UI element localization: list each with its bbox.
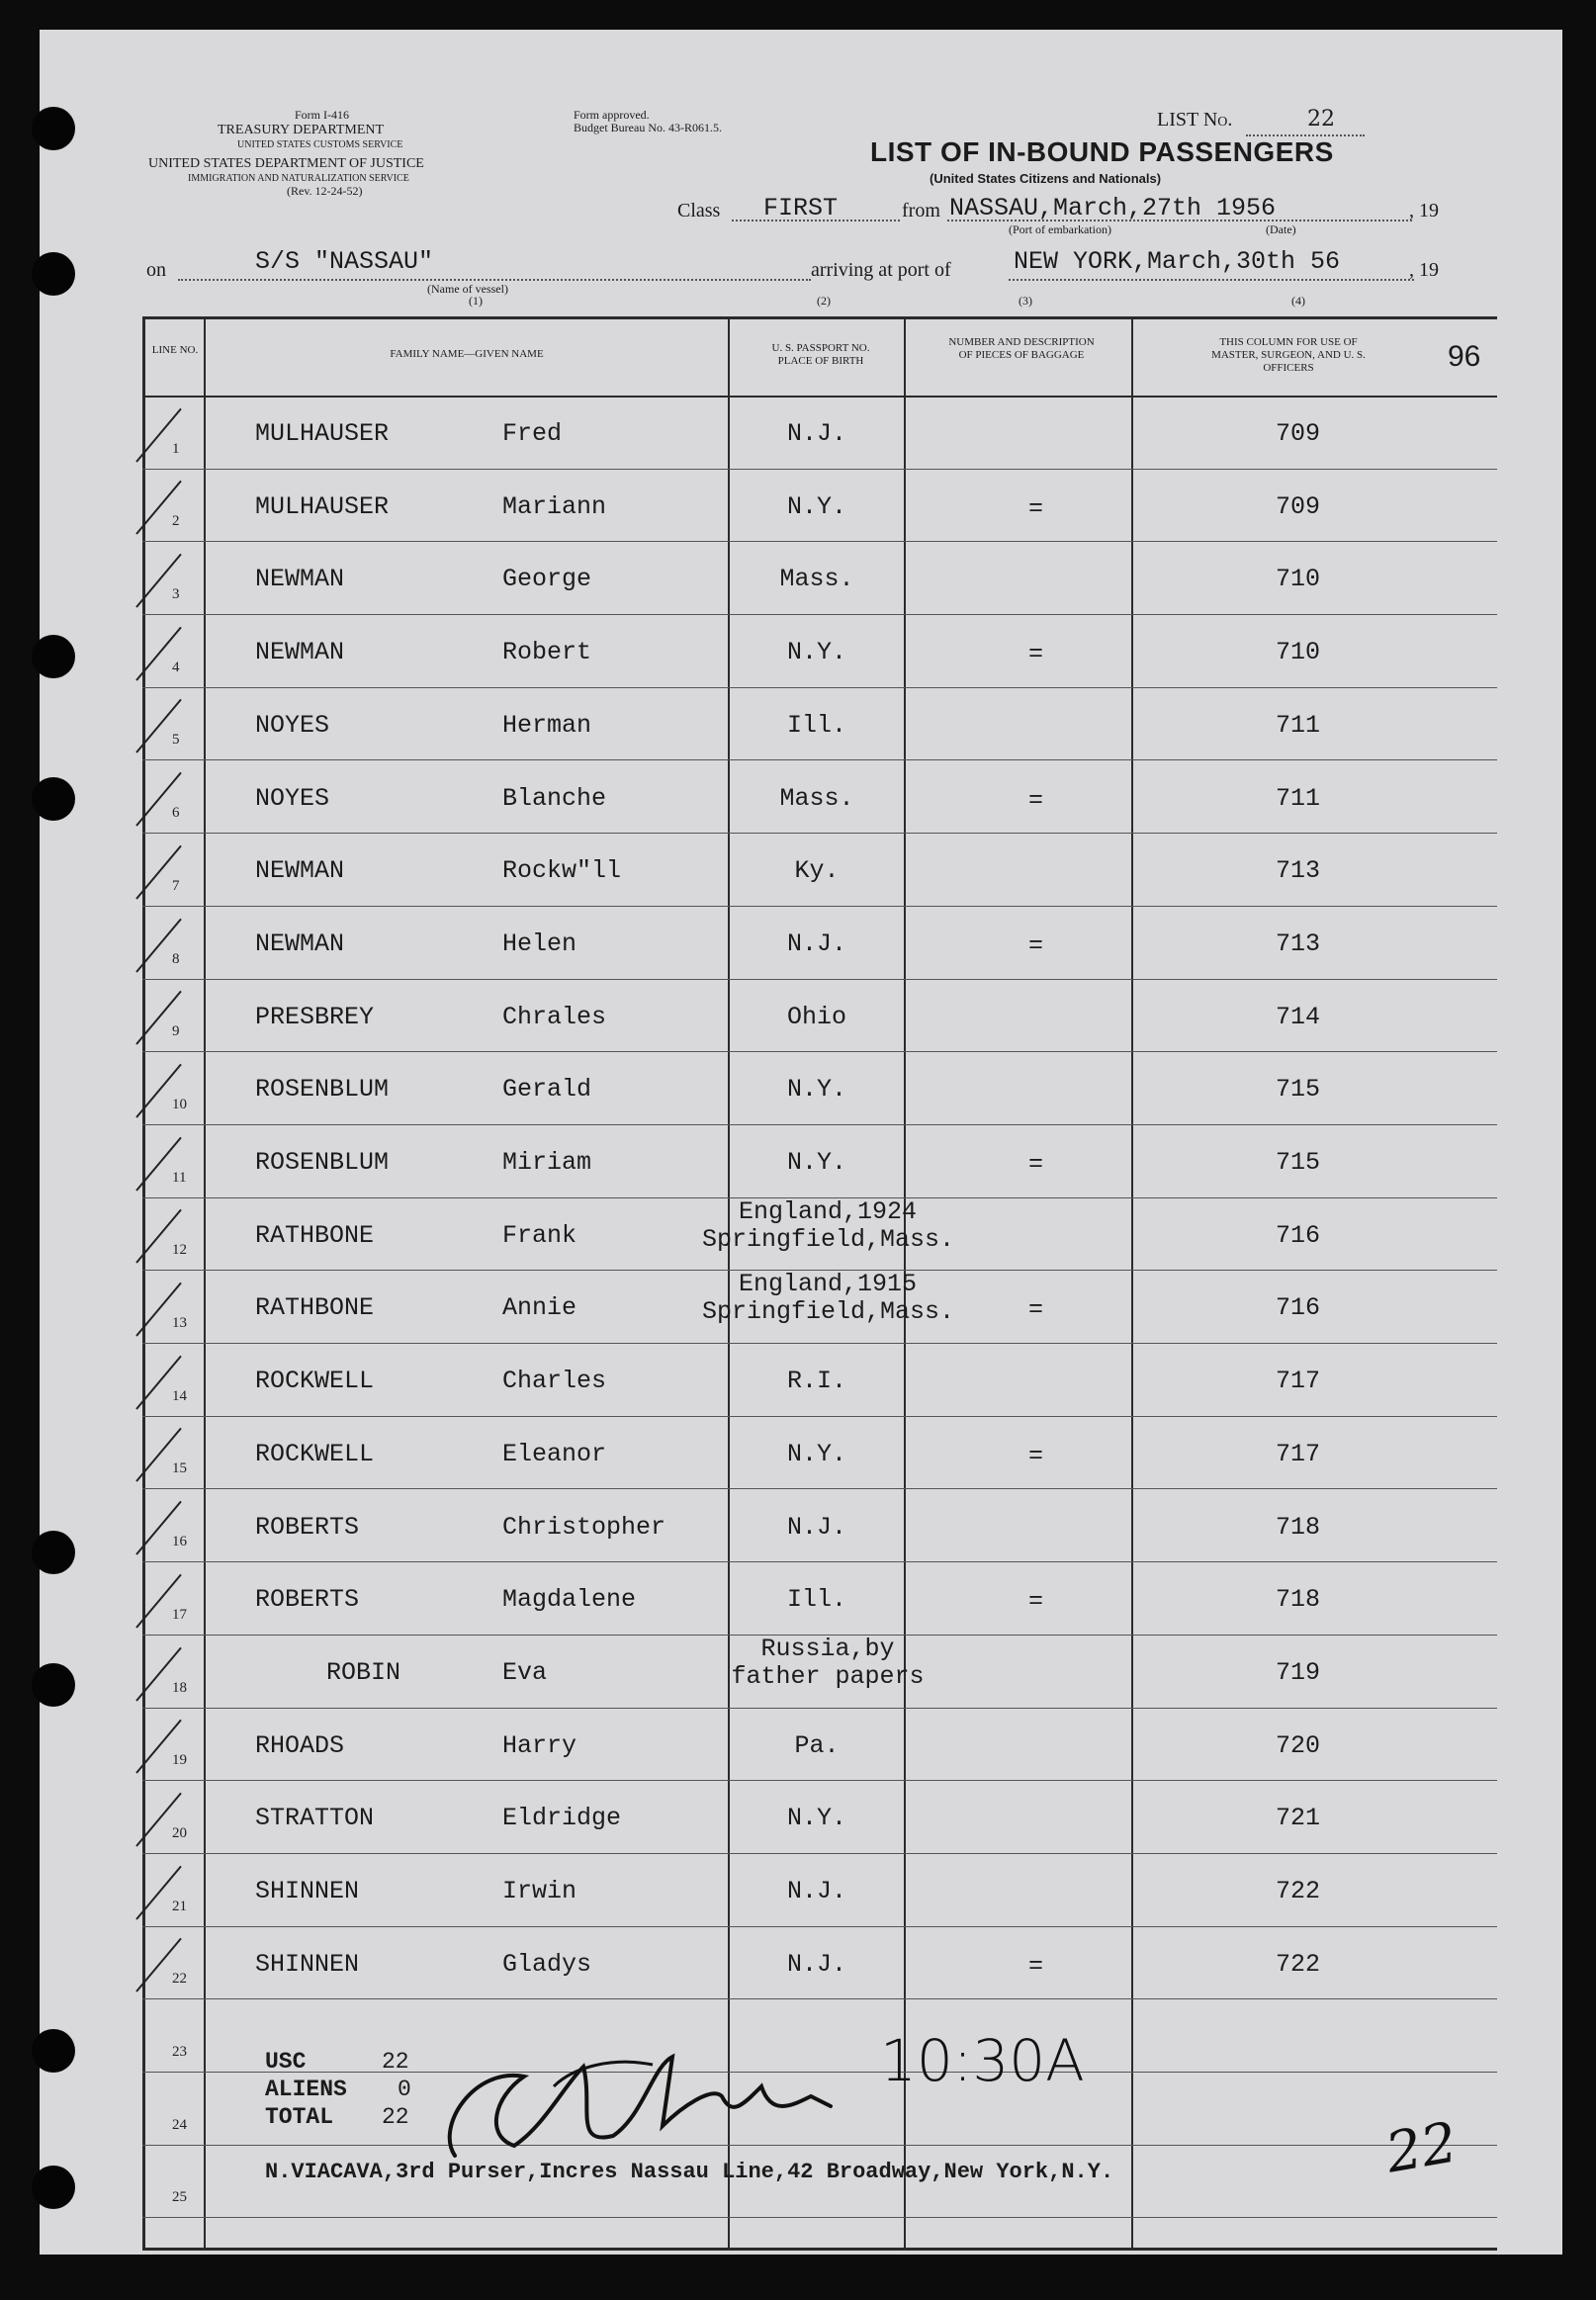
given-name: Rockw"ll xyxy=(502,856,622,886)
table-row xyxy=(40,1418,1562,1491)
line-number: 14 xyxy=(172,1387,187,1404)
table-row xyxy=(40,1782,1562,1855)
table-row xyxy=(40,762,1562,836)
birth-place: Ill. xyxy=(786,710,846,740)
baggage: = xyxy=(1028,1150,1044,1179)
row-divider xyxy=(142,1926,1497,1927)
line-number: 5 xyxy=(172,732,180,749)
officer-reference: 722 xyxy=(1276,1877,1321,1905)
line-number: 25 xyxy=(172,2189,187,2206)
justice-department: UNITED STATES DEPARTMENT OF JUSTICE xyxy=(148,156,424,171)
given-name: Herman xyxy=(502,710,592,740)
given-name: Irwin xyxy=(502,1877,577,1905)
document-title: LIST OF IN-BOUND PASSENGERS xyxy=(870,136,1334,167)
binder-hole xyxy=(32,252,75,296)
row-divider xyxy=(142,1416,1497,1417)
table-row xyxy=(40,835,1562,908)
birth-place: N.J. xyxy=(786,929,846,958)
col-header-name: FAMILY NAME—GIVEN NAME xyxy=(390,348,544,360)
table-row xyxy=(40,616,1562,689)
family-name: MULHAUSER xyxy=(255,419,390,448)
birth-place: N.Y. xyxy=(786,491,846,521)
given-name: George xyxy=(502,565,592,594)
line-number: 24 xyxy=(172,2116,187,2133)
line-number: 18 xyxy=(172,1679,187,1696)
year-suffix-arriving: , 19 xyxy=(1409,259,1439,281)
row-divider xyxy=(142,759,1497,760)
row-divider xyxy=(142,1561,1497,1562)
birth-place: Mass. xyxy=(779,565,854,594)
total-label: TOTAL xyxy=(265,2104,334,2130)
officers-col-number: (4) xyxy=(1291,294,1305,308)
table-row xyxy=(40,1196,1562,1273)
baggage: = xyxy=(1028,1951,1044,1981)
line-number: 6 xyxy=(172,805,180,822)
family-name: NEWMAN xyxy=(255,638,345,667)
birth-place: N.Y. xyxy=(786,1804,846,1833)
baggage: = xyxy=(1028,1587,1044,1617)
row-divider xyxy=(142,1780,1497,1781)
birth-place: Ohio xyxy=(786,1002,846,1031)
officer-reference: 713 xyxy=(1276,856,1321,886)
officer-reference: 715 xyxy=(1276,1148,1321,1177)
arriving-line xyxy=(1009,279,1414,281)
officer-reference: 710 xyxy=(1276,638,1321,667)
table-row xyxy=(40,1928,1562,2001)
line-number: 4 xyxy=(172,659,180,675)
line-number: 20 xyxy=(172,1824,187,1841)
handwritten-corner-number: 22 xyxy=(1380,2110,1463,2186)
row-divider xyxy=(142,1124,1497,1125)
officer-reference: 711 xyxy=(1276,710,1321,740)
year-suffix-from: , 19 xyxy=(1409,200,1439,221)
table-row xyxy=(40,908,1562,981)
given-name: Harry xyxy=(502,1730,577,1760)
table-row xyxy=(40,1053,1562,1126)
row-divider xyxy=(142,1853,1497,1854)
from-value: NASSAU,March,27th 1956 xyxy=(949,194,1277,222)
family-name: RATHBONE xyxy=(255,1220,375,1250)
col-header-line-no: LINE NO. xyxy=(151,344,199,356)
table-top-rule xyxy=(142,316,1497,319)
baggage: = xyxy=(1028,785,1044,815)
birth-place: N.J. xyxy=(786,1877,846,1905)
birth-place-secondary: Springfield,Mass. xyxy=(702,1224,955,1254)
given-name: Blanche xyxy=(502,783,607,813)
family-name: NOYES xyxy=(255,783,330,813)
handwritten-time: 10:30A xyxy=(880,2027,1085,2094)
line-number: 12 xyxy=(172,1242,187,1259)
row-divider xyxy=(142,541,1497,542)
arriving-label: arriving at port of xyxy=(811,259,951,281)
revision-date: (Rev. 12-24-52) xyxy=(287,184,363,198)
birth-place: Ill. xyxy=(786,1585,846,1615)
given-name: Gerald xyxy=(502,1075,592,1105)
page-number: 96 xyxy=(1448,340,1481,373)
inspector-signature xyxy=(415,2027,880,2175)
line-number: 17 xyxy=(172,1606,187,1623)
form-approved: Form approved. xyxy=(574,108,650,122)
given-name: Mariann xyxy=(502,491,607,521)
col-header-passport: U. S. PASSPORT NO. PLACE OF BIRTH xyxy=(771,342,870,367)
line-number: 3 xyxy=(172,586,180,603)
given-name: Chrales xyxy=(502,1002,607,1031)
row-divider xyxy=(142,1343,1497,1344)
officer-reference: 717 xyxy=(1276,1367,1321,1396)
family-name: NOYES xyxy=(255,710,330,740)
family-name: ROBERTS xyxy=(255,1585,360,1615)
officer-reference: 720 xyxy=(1276,1730,1321,1760)
given-name: Eleanor xyxy=(502,1439,607,1468)
birth-place: Pa. xyxy=(794,1730,840,1760)
birth-place: N.J. xyxy=(786,419,846,448)
aliens-value: 0 xyxy=(398,2077,411,2102)
treasury-department: TREASURY DEPARTMENT xyxy=(218,123,385,137)
officer-reference: 714 xyxy=(1276,1002,1321,1031)
row-divider xyxy=(142,1998,1497,1999)
table-row xyxy=(40,1345,1562,1418)
customs-service: UNITED STATES CUSTOMS SERVICE xyxy=(237,139,403,150)
birth-place: N.J. xyxy=(786,1512,846,1542)
baggage: = xyxy=(1028,1295,1044,1325)
usc-label: USC xyxy=(265,2049,307,2075)
line-number: 7 xyxy=(172,877,180,894)
on-label: on xyxy=(146,259,166,281)
given-name: Miriam xyxy=(502,1148,592,1177)
baggage: = xyxy=(1028,1441,1044,1470)
table-row xyxy=(40,543,1562,616)
line-number: 2 xyxy=(172,513,180,530)
birth-place: Mass. xyxy=(779,783,854,813)
officer-reference: 719 xyxy=(1276,1657,1321,1687)
baggage-col-number: (3) xyxy=(1019,294,1032,308)
baggage: = xyxy=(1028,640,1044,669)
officer-reference: 716 xyxy=(1276,1293,1321,1323)
birth-place: Russia,by xyxy=(760,1634,895,1663)
given-name: Magdalene xyxy=(502,1585,637,1615)
table-row xyxy=(40,1855,1562,1928)
line-number: 1 xyxy=(172,440,180,457)
birth-place: N.Y. xyxy=(786,1439,846,1468)
line-number: 11 xyxy=(172,1169,187,1186)
list-no-label: LIST No. xyxy=(1157,109,1233,131)
given-name: Robert xyxy=(502,638,592,667)
table-row xyxy=(40,1491,1562,1564)
passport-col-number: (2) xyxy=(817,294,831,308)
family-name: PRESBREY xyxy=(255,1002,375,1031)
usc-value: 22 xyxy=(382,2049,409,2075)
form-number: Form I-416 xyxy=(295,108,349,122)
immigration-service: IMMIGRATION AND NATURALIZATION SERVICE xyxy=(188,173,409,184)
table-row xyxy=(40,1126,1562,1199)
given-name: Charles xyxy=(502,1367,607,1396)
line-number: 19 xyxy=(172,1752,187,1769)
vessel-col-number: (1) xyxy=(469,294,483,308)
family-name: ROBERTS xyxy=(255,1512,360,1542)
row-divider xyxy=(142,2217,1497,2218)
purser-line: N.VIACAVA,3rd Purser,Incres Nassau Line,42 Broadway,New York,N.Y. xyxy=(265,2160,1114,2184)
form-sheet xyxy=(40,30,1562,2255)
family-name: NEWMAN xyxy=(255,856,345,886)
family-name: ROCKWELL xyxy=(255,1367,375,1396)
family-name: SHINNEN xyxy=(255,1949,360,1979)
birth-place-secondary: father papers xyxy=(731,1661,925,1691)
officer-reference: 715 xyxy=(1276,1075,1321,1105)
given-name: Christopher xyxy=(502,1512,666,1542)
row-divider xyxy=(142,833,1497,834)
table-row xyxy=(40,981,1562,1054)
family-name: NEWMAN xyxy=(255,565,345,594)
list-no-value: 22 xyxy=(1307,107,1335,132)
budget-bureau: Budget Bureau No. 43-R061.5. xyxy=(574,121,722,134)
officer-reference: 711 xyxy=(1276,783,1321,813)
officer-reference: 710 xyxy=(1276,565,1321,594)
line-number: 16 xyxy=(172,1534,187,1550)
family-name: ROBIN xyxy=(326,1657,401,1687)
officer-reference: 709 xyxy=(1276,491,1321,521)
arriving-value: NEW YORK,March,30th 56 xyxy=(1014,247,1341,276)
row-divider xyxy=(142,1708,1497,1709)
row-divider xyxy=(142,1051,1497,1052)
line-number: 13 xyxy=(172,1315,187,1332)
officer-reference: 713 xyxy=(1276,929,1321,958)
officer-reference: 709 xyxy=(1276,419,1321,448)
table-row xyxy=(40,1563,1562,1637)
family-name: ROSENBLUM xyxy=(255,1075,390,1105)
given-name: Annie xyxy=(502,1293,577,1323)
row-divider xyxy=(142,687,1497,688)
birth-place-secondary: Springfield,Mass. xyxy=(702,1297,955,1327)
vessel-line xyxy=(178,279,811,281)
table-row xyxy=(40,398,1562,471)
birth-place: N.J. xyxy=(786,1949,846,1979)
officer-reference: 716 xyxy=(1276,1220,1321,1250)
class-value: FIRST xyxy=(763,194,839,222)
row-divider xyxy=(142,614,1497,615)
table-bottom-rule xyxy=(142,2248,1497,2251)
officer-reference: 721 xyxy=(1276,1804,1321,1833)
row-divider xyxy=(142,1488,1497,1489)
given-name: Helen xyxy=(502,929,577,958)
family-name: NEWMAN xyxy=(255,929,345,958)
table-row xyxy=(40,1710,1562,1783)
officer-reference: 717 xyxy=(1276,1439,1321,1468)
document-subtitle: (United States Citizens and Nationals) xyxy=(930,171,1162,186)
table-row xyxy=(40,1634,1562,1710)
table-row xyxy=(40,1272,1562,1345)
family-name: MULHAUSER xyxy=(255,491,390,521)
table-row xyxy=(40,471,1562,544)
line-number: 10 xyxy=(172,1096,187,1112)
port-embarkation-label: (Port of embarkation) xyxy=(1009,222,1111,236)
birth-place: N.Y. xyxy=(786,638,846,667)
officer-reference: 718 xyxy=(1276,1512,1321,1542)
col-header-baggage: NUMBER AND DESCRIPTION OF PIECES OF BAGGAGE xyxy=(948,336,1095,361)
line-number: 21 xyxy=(172,1898,187,1914)
family-name: ROCKWELL xyxy=(255,1439,375,1468)
given-name: Frank xyxy=(502,1220,577,1250)
line-number: 15 xyxy=(172,1460,187,1477)
family-name: RHOADS xyxy=(255,1730,345,1760)
baggage: = xyxy=(1028,493,1044,523)
given-name: Eldridge xyxy=(502,1804,622,1833)
given-name: Gladys xyxy=(502,1949,592,1979)
given-name: Eva xyxy=(502,1657,548,1687)
line-number: 22 xyxy=(172,1971,187,1988)
line-number: 23 xyxy=(172,2044,187,2061)
birth-place: Ky. xyxy=(794,856,840,886)
baggage: = xyxy=(1028,930,1044,960)
class-label: Class xyxy=(677,200,721,221)
row-divider xyxy=(142,469,1497,470)
family-name: SHINNEN xyxy=(255,1877,360,1905)
birth-place: N.Y. xyxy=(786,1148,846,1177)
family-name: ROSENBLUM xyxy=(255,1148,390,1177)
officer-reference: 722 xyxy=(1276,1949,1321,1979)
family-name: RATHBONE xyxy=(255,1293,375,1323)
aliens-label: ALIENS xyxy=(265,2077,347,2102)
row-divider xyxy=(142,979,1497,980)
col-header-officers: THIS COLUMN FOR USE OF MASTER, SURGEON, AND U. S. OFFICERS xyxy=(1211,336,1366,374)
table-row xyxy=(40,689,1562,762)
binder-hole xyxy=(32,107,75,150)
birth-place: R.I. xyxy=(786,1367,846,1396)
birth-place: England,1924 xyxy=(738,1196,918,1226)
given-name: Fred xyxy=(502,419,563,448)
vessel-value: S/S "NASSAU" xyxy=(255,247,434,276)
line-number: 9 xyxy=(172,1023,180,1040)
date-label: (Date) xyxy=(1266,222,1296,236)
from-label: from xyxy=(902,200,940,221)
birth-place: England,1915 xyxy=(738,1270,918,1299)
line-number: 8 xyxy=(172,950,180,967)
birth-place: N.Y. xyxy=(786,1075,846,1105)
row-divider xyxy=(142,906,1497,907)
total-value: 22 xyxy=(382,2104,409,2130)
vessel-label: (Name of vessel) xyxy=(427,282,508,296)
officer-reference: 718 xyxy=(1276,1585,1321,1615)
family-name: STRATTON xyxy=(255,1804,375,1833)
